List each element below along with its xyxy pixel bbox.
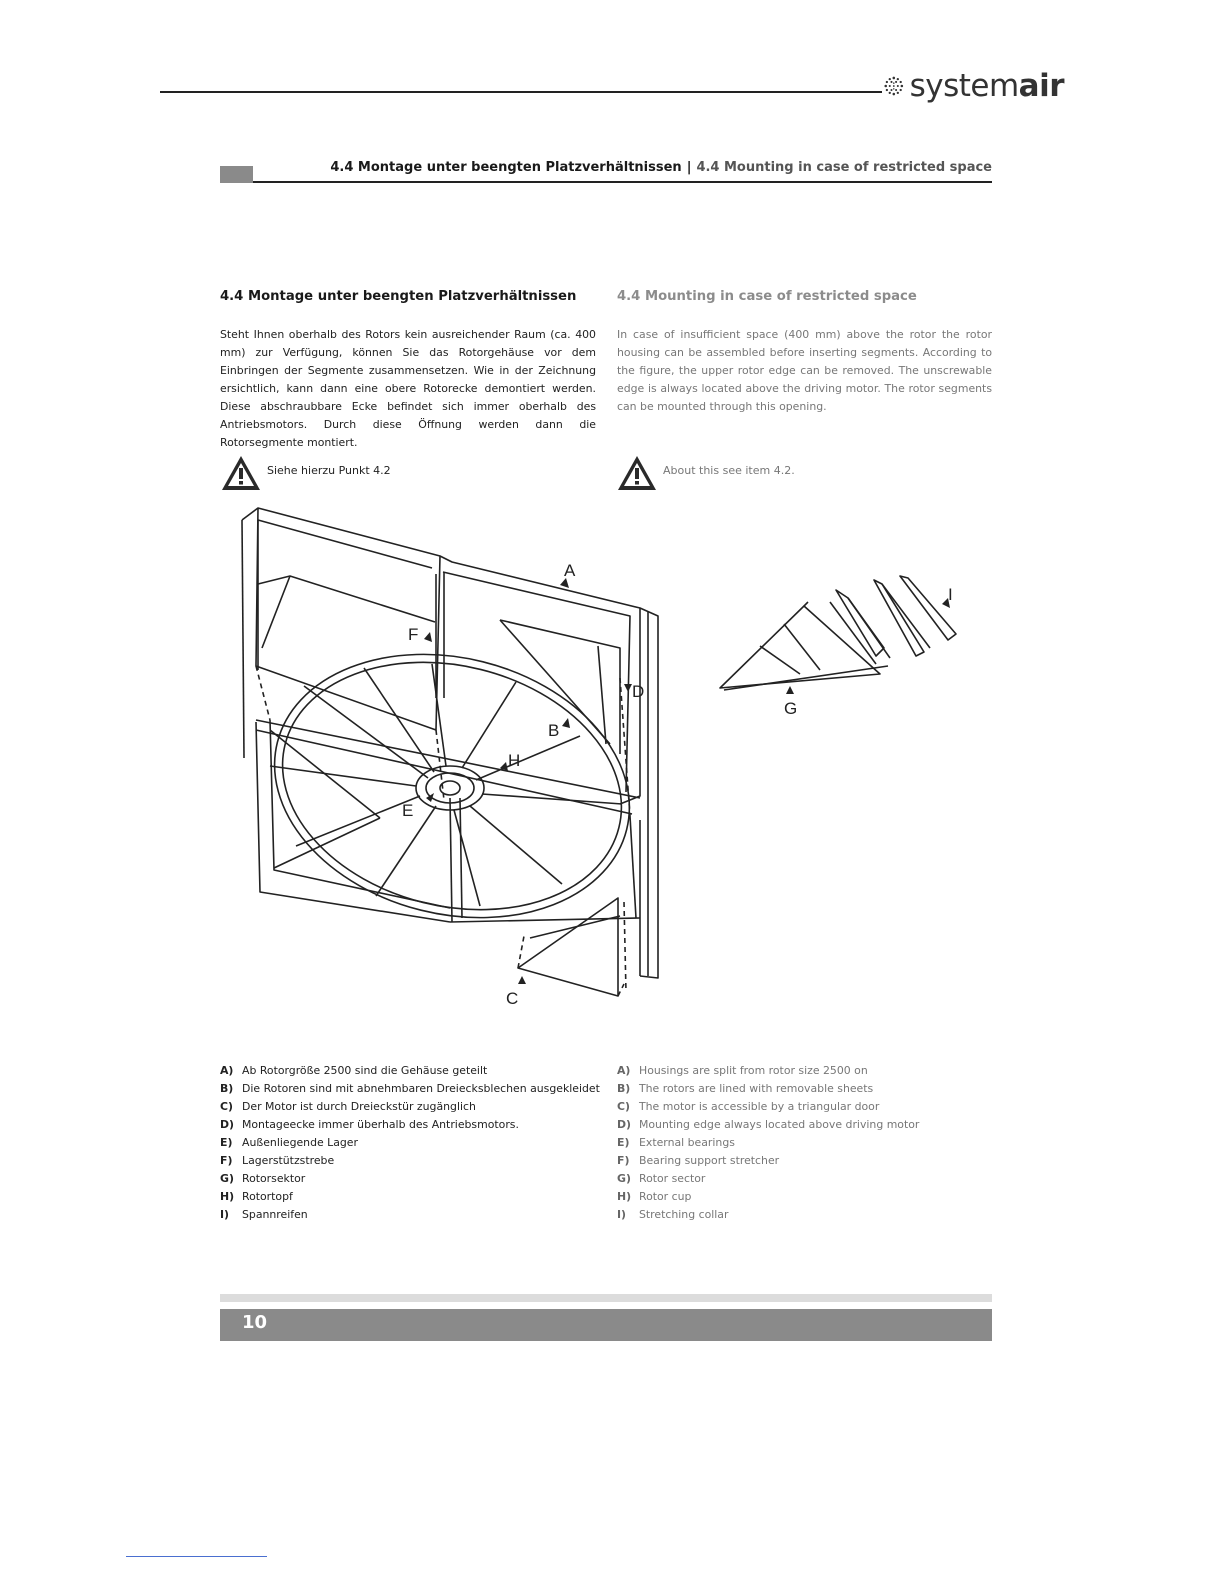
label-arrows	[424, 578, 950, 984]
warning-triangle-icon	[616, 454, 658, 492]
label-h: H	[508, 751, 521, 770]
heading-en: 4.4 Mounting in case of restricted space	[617, 289, 917, 304]
footer-stripe	[220, 1294, 992, 1302]
warning-de: Siehe hierzu Punkt 4.2	[220, 454, 391, 492]
rotor-sector-drawing	[720, 576, 956, 690]
systemair-dots-icon	[884, 69, 904, 103]
body-de: Steht Ihnen oberhalb des Rotors kein ausreichender Raum (ca. 400 mm) zur Verfügung, können Sie das Rotorgehäuse vor dem Einbringen der Segmente zusammensetzen. Wie in der Zeichnung ersichtlich, kann dann eine obere Rotorecke demontiert werden. Diese abschraubbare Ecke befindet sich immer oberhalb des Antriebsmotors. Durch diese Öffnung werden dann die Rotorsegmente montiert.	[220, 328, 596, 449]
legend-item: A) Ab Rotorgröße 2500 sind die Gehäuse geteilt	[220, 1064, 488, 1077]
legend-item: F) Lagerstützstrebe	[220, 1154, 335, 1167]
legend-de	[220, 1062, 600, 1224]
legend-item: G) Rotorsektor	[220, 1172, 306, 1185]
label-i: I	[948, 585, 953, 604]
legend-item: B) The rotors are lined with removable sheets	[617, 1082, 874, 1095]
legend-item: E) External bearings	[617, 1136, 735, 1149]
warning-en: About this see item 4.2.	[616, 454, 795, 492]
legend-item: G) Rotor sector	[617, 1172, 706, 1185]
legend-item: I) Spannreifen	[220, 1208, 308, 1221]
rotor-assembly-figure	[200, 498, 1000, 1018]
legend-item: I) Stretching collar	[617, 1208, 729, 1221]
label-e: E	[402, 801, 414, 820]
label-a: A	[564, 561, 576, 580]
legend-en	[617, 1062, 997, 1224]
running-header: 4.4 Montage unter beengten Platzverhältnissen | 4.4 Mounting in case of restricted space	[330, 160, 992, 175]
legend-item: C) Der Motor ist durch Dreieckstür zugänglich	[220, 1100, 476, 1113]
legend-item: E) Außenliegende Lager	[220, 1136, 358, 1149]
top-rule	[160, 91, 882, 93]
section-rule	[253, 181, 992, 183]
heading-de: 4.4 Montage unter beengten Platzverhältnissen	[220, 289, 577, 304]
page-number: 10	[242, 1312, 268, 1333]
label-g: G	[784, 699, 798, 718]
footer-bar	[220, 1309, 992, 1341]
brand-name: systemair	[909, 68, 1064, 104]
legend-item: H) Rotortopf	[220, 1190, 293, 1203]
running-header-de: 4.4 Montage unter beengten Platzverhältnissen	[330, 160, 682, 175]
legend-item: C) The motor is accessible by a triangular door	[617, 1100, 880, 1113]
legend-item: D) Mounting edge always located above driving motor	[617, 1118, 920, 1131]
legend-item: A) Housings are split from rotor size 2500 on	[617, 1064, 868, 1077]
legend-item: B) Die Rotoren sind mit abnehmbaren Dreiecksblechen ausgekleidet	[220, 1082, 600, 1095]
warning-triangle-icon	[220, 454, 262, 492]
label-f: F	[408, 625, 419, 644]
label-c: C	[506, 989, 519, 1008]
running-header-en: 4.4 Mounting in case of restricted space	[696, 160, 992, 175]
label-d: D	[632, 682, 645, 701]
rotor-housing-drawing	[242, 508, 658, 996]
label-b: B	[548, 721, 560, 740]
footnote-rule	[126, 1556, 267, 1557]
legend-item: H) Rotor cup	[617, 1190, 692, 1203]
section-marker	[220, 166, 253, 183]
legend-item: F) Bearing support stretcher	[617, 1154, 780, 1167]
brand-logo	[884, 64, 1064, 108]
body-en: In case of insufficient space (400 mm) above the rotor the rotor housing can be assembled before inserting segments. According to the figure, the upper rotor edge can be removed. The unscrewable edge is always located above the driving motor. The rotor segments can be mounted through this opening.	[617, 328, 992, 413]
legend-item: D) Montageecke immer überhalb des Antriebsmotors.	[220, 1118, 519, 1131]
